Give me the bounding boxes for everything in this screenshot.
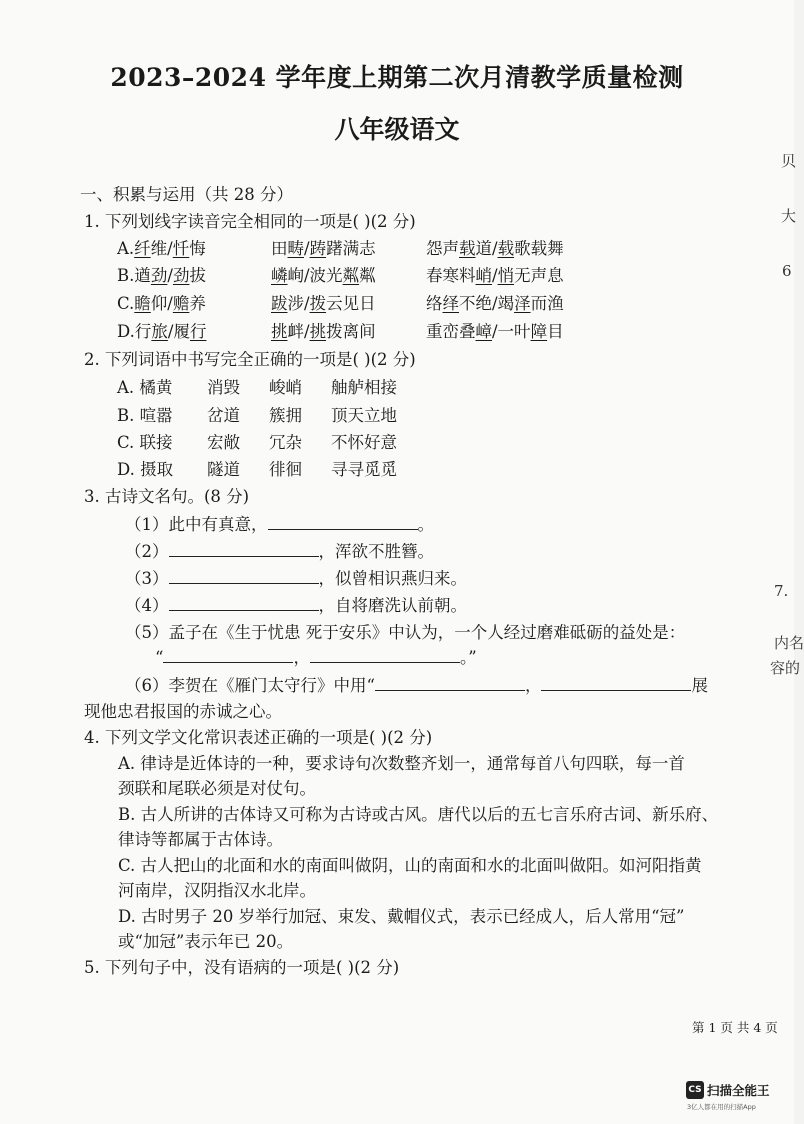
q3-line-5-blanks: “ ， 。” bbox=[155, 648, 477, 667]
q3-line-6-cont: 现他忠君报国的赤诚之心。 bbox=[84, 702, 282, 721]
q4-option-b: B. 古人所讲的古体诗又可称为古诗或古风。唐代以后的五七言乐府古词、新乐府、 bbox=[118, 805, 719, 824]
margin-text: 大 bbox=[781, 207, 797, 225]
margin-text: 贝 bbox=[781, 152, 797, 170]
q3-line-6: （6）李贺在《雁门太守行》中用“ ， 展 bbox=[125, 676, 708, 695]
q4-option-a-cont: 颈联和尾联必须是对仗句。 bbox=[118, 779, 316, 798]
q2-option-b-4: 顶天立地 bbox=[331, 406, 397, 425]
q1-option-d-3: 重峦叠嶂/一叶障目 bbox=[426, 322, 564, 341]
q4-option-c-cont: 河南岸，汉阴指汉水北岸。 bbox=[118, 881, 316, 900]
q2-option-a-1: A. 橘黄 bbox=[117, 378, 173, 397]
q2-option-a-4: 舳舻相接 bbox=[331, 378, 397, 397]
q2-option-c-1: C. 联接 bbox=[117, 433, 173, 452]
margin-text: 7. bbox=[774, 582, 789, 600]
margin-text: 6 bbox=[782, 262, 792, 280]
exam-subtitle: 八年级语文 bbox=[334, 115, 460, 144]
q1-option-a: A.纤维/忏悔 bbox=[117, 239, 206, 258]
q4-option-b-cont: 律诗等都属于古体诗。 bbox=[118, 830, 283, 849]
exam-title: 2023–2024 学年度上期第二次月清教学质量检测 bbox=[110, 63, 684, 92]
q2-option-d-2: 隧道 bbox=[207, 460, 240, 479]
q2-option-c-2: 宏敞 bbox=[207, 433, 240, 452]
scanner-tagline: 3亿人都在用的扫描App bbox=[687, 1103, 756, 1111]
q3-line-4: （4） ，自将磨洗认前朝。 bbox=[125, 596, 467, 615]
scanner-name: 扫描全能王 bbox=[707, 1082, 770, 1098]
q4-option-d: D. 古时男子 20 岁举行加冠、束发、戴帽仪式，表示已经成人，后人常用“冠” bbox=[118, 907, 685, 926]
q2-option-c-3: 冗杂 bbox=[269, 433, 302, 452]
q2-option-d-1: D. 摄取 bbox=[117, 460, 174, 479]
q2-option-d-4: 寻寻觅觅 bbox=[331, 460, 397, 479]
q3-line-1: （1）此中有真意， 。 bbox=[125, 515, 434, 534]
q1-option-b-2: 嶙峋/波光粼粼 bbox=[271, 266, 376, 285]
page-number: 第 1 页 共 4 页 bbox=[692, 1020, 778, 1035]
q2-option-c-4: 不怀好意 bbox=[331, 433, 397, 452]
q1-option-b: B.遒劲/劲拔 bbox=[117, 266, 206, 285]
q4-option-d-cont: 或“加冠”表示年已 20。 bbox=[118, 932, 294, 951]
question-5-stem: 5. 下列句子中，没有语病的一项是( )(2 分) bbox=[84, 958, 400, 977]
question-4-stem: 4. 下列文学文化常识表述正确的一项是( )(2 分) bbox=[84, 728, 433, 747]
margin-text: 内名 bbox=[774, 634, 804, 652]
section-heading: 一、积累与运用（共 28 分） bbox=[80, 185, 293, 204]
q3-line-2: （2） ，浑欲不胜簪。 bbox=[125, 542, 434, 561]
q2-option-a-2: 消毁 bbox=[207, 378, 240, 397]
q2-option-b-2: 岔道 bbox=[207, 406, 240, 425]
question-3-stem: 3. 古诗文名句。(8 分) bbox=[84, 487, 250, 506]
q1-option-c-2: 跋涉/拨云见日 bbox=[271, 294, 376, 313]
q1-option-c-3: 络绎不绝/竭泽而渔 bbox=[426, 294, 564, 313]
q2-option-a-3: 峻峭 bbox=[269, 378, 302, 397]
scanner-logo-icon: CS bbox=[686, 1081, 704, 1099]
question-1-stem: 1. 下列划线字读音完全相同的一项是( )(2 分) bbox=[84, 212, 416, 231]
q2-option-b-1: B. 喧嚣 bbox=[117, 406, 173, 425]
question-2-stem: 2. 下列词语中书写完全正确的一项是( )(2 分) bbox=[84, 350, 416, 369]
margin-text: 容的 bbox=[770, 659, 801, 677]
q1-option-a-2: 田畴/踌躇满志 bbox=[271, 239, 376, 258]
q2-option-b-3: 簇拥 bbox=[269, 406, 302, 425]
q1-option-a-3: 怨声载道/载歌载舞 bbox=[426, 239, 564, 258]
q2-option-d-3: 徘徊 bbox=[269, 460, 302, 479]
q1-option-c: C.瞻仰/赡养 bbox=[117, 294, 206, 313]
q4-option-c: C. 古人把山的北面和水的南面叫做阴，山的南面和水的北面叫做阳。如河阳指黄 bbox=[118, 856, 702, 875]
q1-option-b-3: 春寒料峭/悄无声息 bbox=[426, 266, 564, 285]
q1-option-d: D.行旅/履行 bbox=[117, 322, 207, 341]
q3-line-3: （3） ，似曾相识燕归来。 bbox=[125, 569, 467, 588]
scanner-watermark bbox=[686, 1079, 770, 1099]
q3-line-5: （5）孟子在《生于忧患 死于安乐》中认为，一个人经过磨难砥砺的益处是： bbox=[125, 623, 686, 642]
q1-option-d-2: 挑衅/挑拨离间 bbox=[271, 322, 376, 341]
q4-option-a: A. 律诗是近体诗的一种，要求诗句次数整齐划一，通常每首八句四联，每一首 bbox=[118, 754, 685, 773]
